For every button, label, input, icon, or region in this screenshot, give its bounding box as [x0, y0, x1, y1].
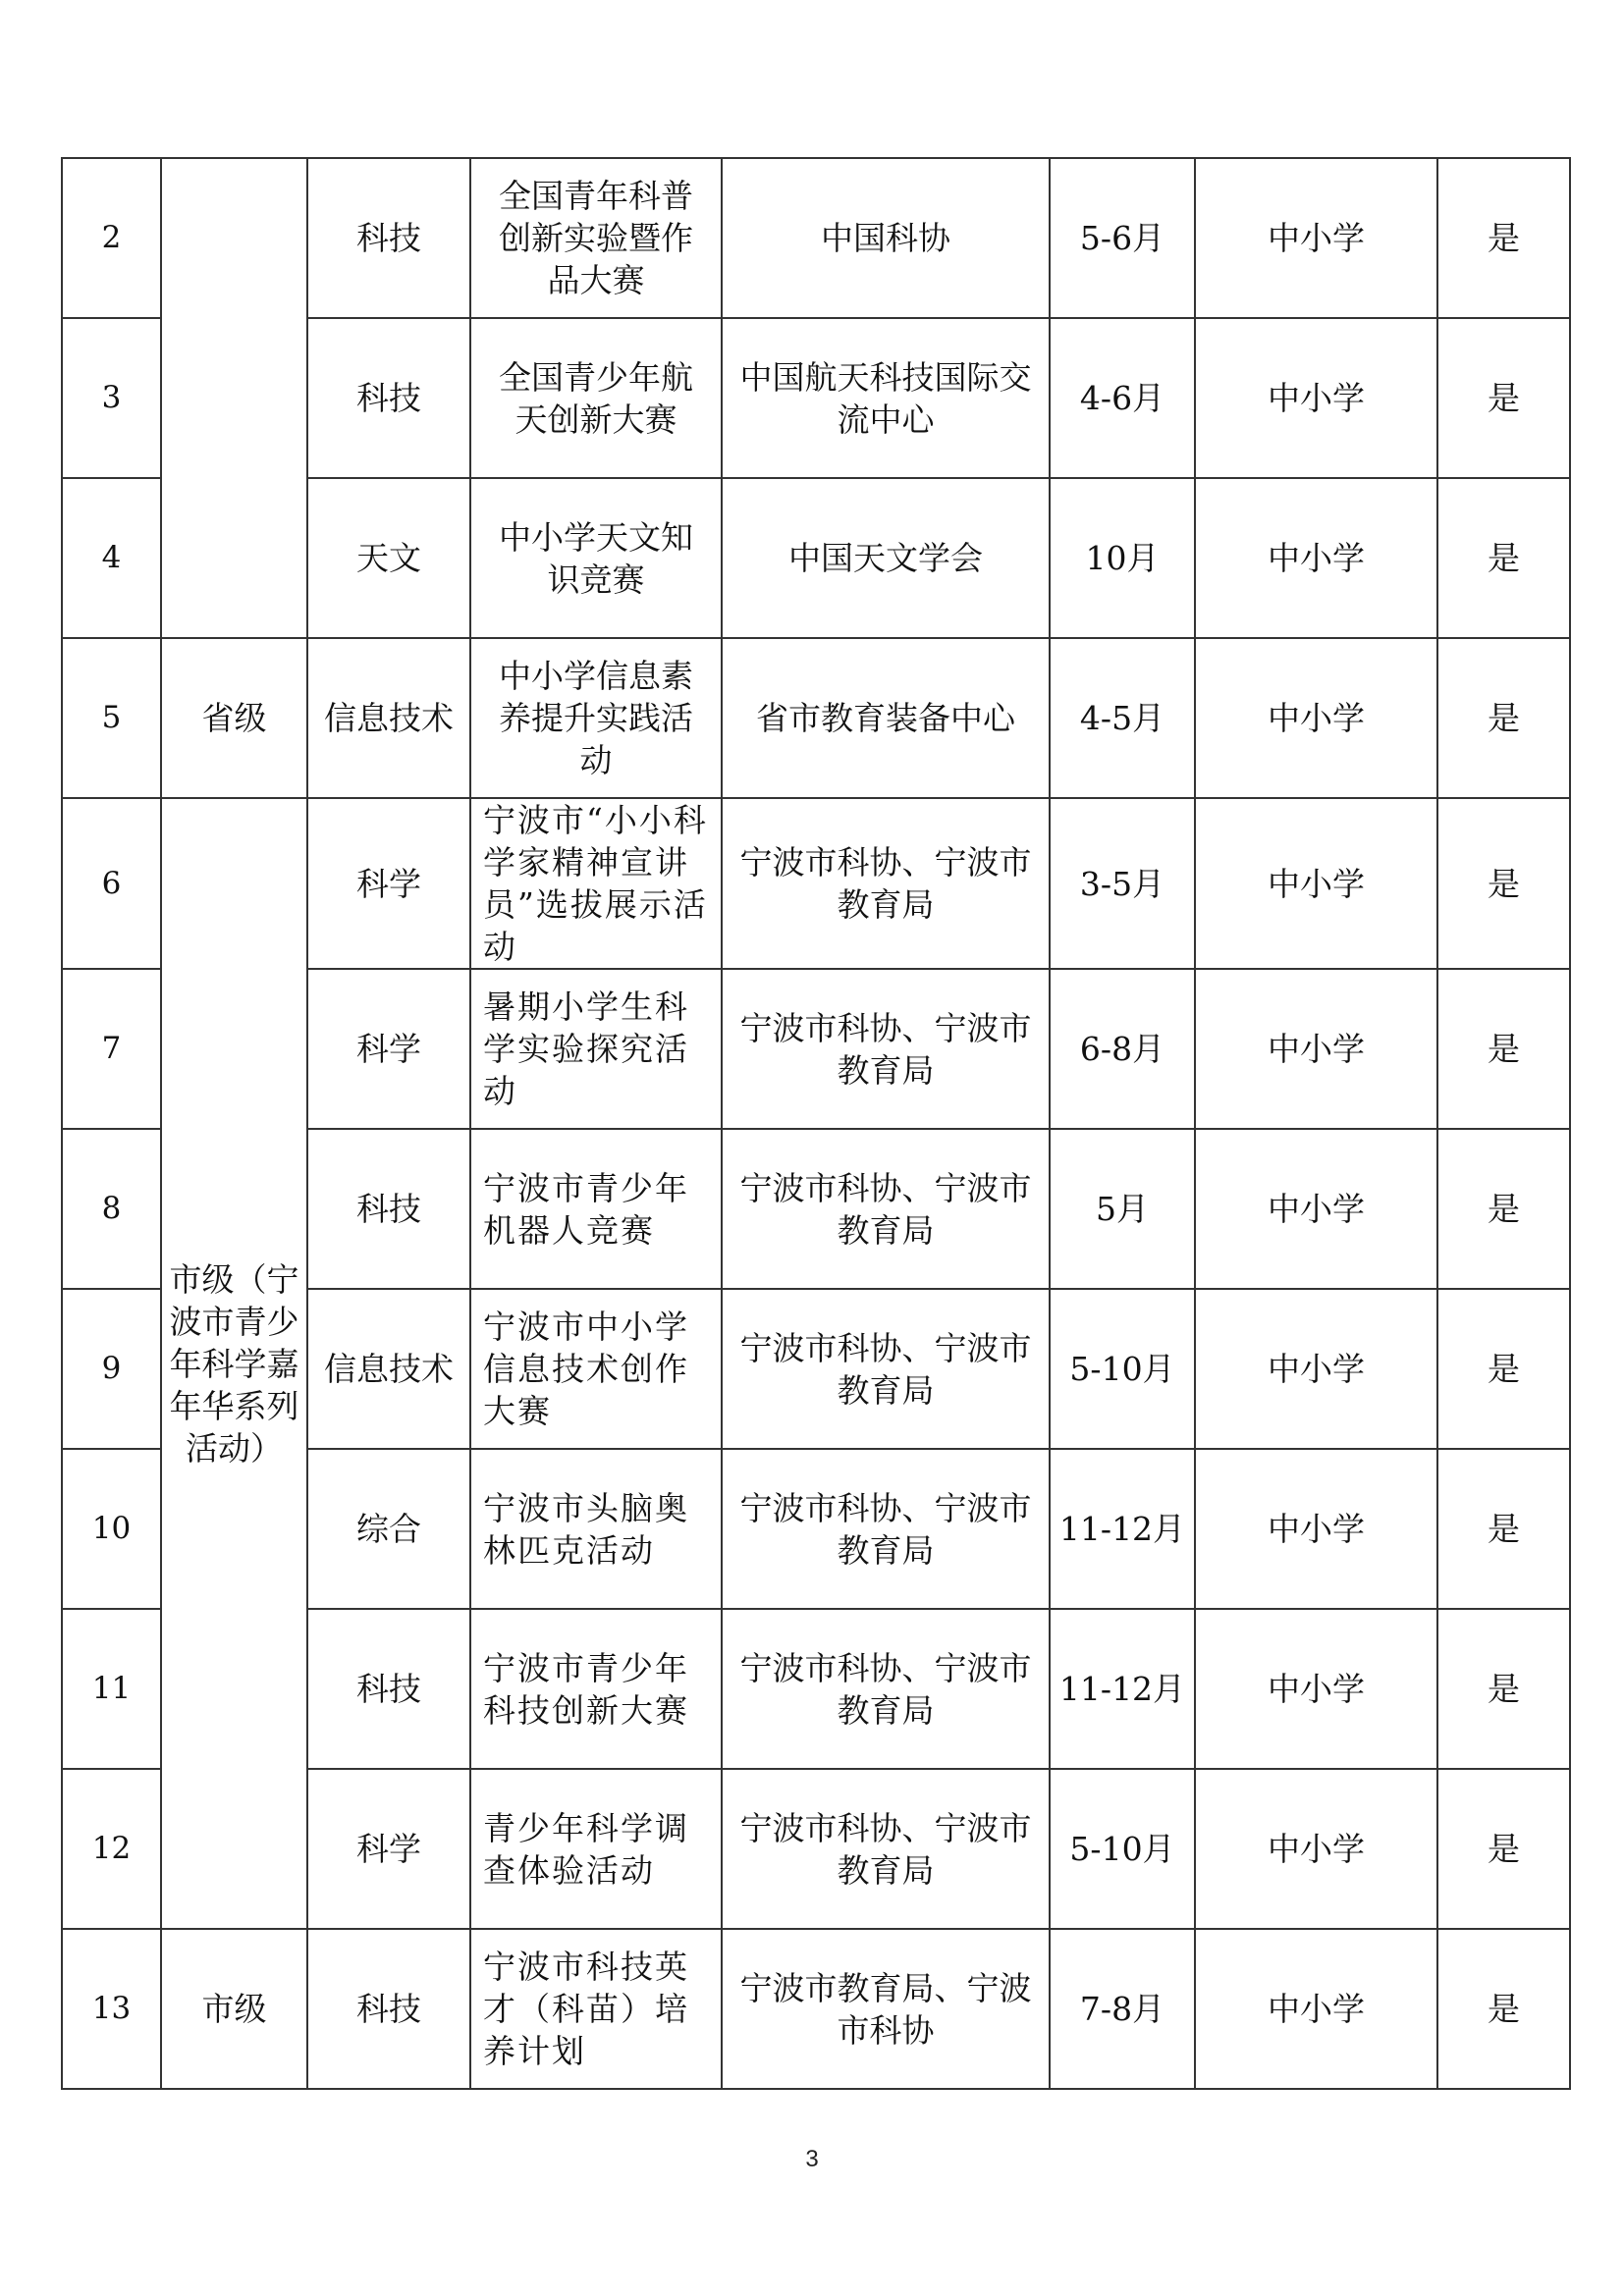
table-row — [62, 158, 1570, 318]
organizer-cell: 中国航天科技国际交流中心 — [722, 318, 1050, 478]
organizer-cell: 宁波市科协、宁波市教育局 — [722, 1769, 1050, 1929]
level-cell: 市级 — [161, 1929, 307, 2089]
row-number: 12 — [62, 1769, 161, 1929]
organizer-cell: 中国科协 — [722, 158, 1050, 318]
organizer-cell: 中国天文学会 — [722, 478, 1050, 638]
flag-cell: 是 — [1437, 1769, 1570, 1929]
organizer-cell: 宁波市科协、宁波市教育局 — [722, 1129, 1050, 1289]
category-cell: 综合 — [307, 1449, 470, 1609]
activity-name: 宁波市“小小科学家精神宣讲员”选拔展示活动 — [470, 798, 722, 969]
category-cell: 信息技术 — [307, 1289, 470, 1449]
flag-cell: 是 — [1437, 969, 1570, 1129]
row-number: 6 — [62, 798, 161, 969]
flag-cell: 是 — [1437, 798, 1570, 969]
organizer-cell: 省市教育装备中心 — [722, 638, 1050, 798]
category-cell: 信息技术 — [307, 638, 470, 798]
target-cell: 中小学 — [1195, 1449, 1437, 1609]
time-cell: 11-12月 — [1050, 1449, 1195, 1609]
category-cell: 科技 — [307, 1609, 470, 1769]
time-cell: 5-10月 — [1050, 1289, 1195, 1449]
activity-name: 宁波市头脑奥林匹克活动 — [470, 1449, 722, 1609]
row-number: 7 — [62, 969, 161, 1129]
time-cell: 3-5月 — [1050, 798, 1195, 969]
row-number: 10 — [62, 1449, 161, 1609]
flag-cell: 是 — [1437, 158, 1570, 318]
activity-name: 暑期小学生科学实验探究活动 — [470, 969, 722, 1129]
time-cell: 5-10月 — [1050, 1769, 1195, 1929]
activity-schedule-table — [61, 157, 1571, 2090]
table-row — [62, 1929, 1570, 2089]
target-cell: 中小学 — [1195, 969, 1437, 1129]
category-cell: 科学 — [307, 969, 470, 1129]
flag-cell: 是 — [1437, 638, 1570, 798]
target-cell: 中小学 — [1195, 318, 1437, 478]
target-cell: 中小学 — [1195, 1609, 1437, 1769]
category-cell: 科学 — [307, 798, 470, 969]
target-cell: 中小学 — [1195, 638, 1437, 798]
target-cell: 中小学 — [1195, 1289, 1437, 1449]
time-cell: 5月 — [1050, 1129, 1195, 1289]
target-cell: 中小学 — [1195, 158, 1437, 318]
category-cell: 科技 — [307, 1129, 470, 1289]
row-number: 4 — [62, 478, 161, 638]
organizer-cell: 宁波市科协、宁波市教育局 — [722, 798, 1050, 969]
target-cell: 中小学 — [1195, 1769, 1437, 1929]
category-cell: 科技 — [307, 318, 470, 478]
flag-cell: 是 — [1437, 478, 1570, 638]
row-number: 3 — [62, 318, 161, 478]
activity-name: 中小学天文知识竞赛 — [470, 478, 722, 638]
organizer-cell: 宁波市科协、宁波市教育局 — [722, 1449, 1050, 1609]
organizer-cell: 宁波市教育局、宁波市科协 — [722, 1929, 1050, 2089]
target-cell: 中小学 — [1195, 1929, 1437, 2089]
activity-name: 全国青少年航天创新大赛 — [470, 318, 722, 478]
category-cell: 科技 — [307, 1929, 470, 2089]
flag-cell: 是 — [1437, 1449, 1570, 1609]
organizer-cell: 宁波市科协、宁波市教育局 — [722, 969, 1050, 1129]
table-row — [62, 798, 1570, 969]
row-number: 8 — [62, 1129, 161, 1289]
time-cell: 10月 — [1050, 478, 1195, 638]
target-cell: 中小学 — [1195, 798, 1437, 969]
activity-name: 青少年科学调查体验活动 — [470, 1769, 722, 1929]
time-cell: 5-6月 — [1050, 158, 1195, 318]
flag-cell: 是 — [1437, 1129, 1570, 1289]
activity-name: 宁波市青少年机器人竞赛 — [470, 1129, 722, 1289]
flag-cell: 是 — [1437, 318, 1570, 478]
organizer-cell: 宁波市科协、宁波市教育局 — [722, 1289, 1050, 1449]
activity-name: 中小学信息素养提升实践活动 — [470, 638, 722, 798]
activity-name: 宁波市科技英才（科苗）培养计划 — [470, 1929, 722, 2089]
level-cell — [161, 158, 307, 638]
category-cell: 科学 — [307, 1769, 470, 1929]
time-cell: 4-6月 — [1050, 318, 1195, 478]
activity-name: 宁波市中小学信息技术创作大赛 — [470, 1289, 722, 1449]
time-cell: 4-5月 — [1050, 638, 1195, 798]
level-cell: 省级 — [161, 638, 307, 798]
time-cell: 7-8月 — [1050, 1929, 1195, 2089]
row-number: 13 — [62, 1929, 161, 2089]
category-cell: 天文 — [307, 478, 470, 638]
row-number: 9 — [62, 1289, 161, 1449]
flag-cell: 是 — [1437, 1289, 1570, 1449]
row-number: 5 — [62, 638, 161, 798]
target-cell: 中小学 — [1195, 478, 1437, 638]
activity-name: 全国青年科普创新实验暨作品大赛 — [470, 158, 722, 318]
flag-cell: 是 — [1437, 1609, 1570, 1769]
target-cell: 中小学 — [1195, 1129, 1437, 1289]
level-cell: 市级（宁波市青少年科学嘉年华系列活动） — [161, 798, 307, 1929]
flag-cell: 是 — [1437, 1929, 1570, 2089]
organizer-cell: 宁波市科协、宁波市教育局 — [722, 1609, 1050, 1769]
time-cell: 6-8月 — [1050, 969, 1195, 1129]
category-cell: 科技 — [307, 158, 470, 318]
row-number: 2 — [62, 158, 161, 318]
activity-name: 宁波市青少年科技创新大赛 — [470, 1609, 722, 1769]
time-cell: 11-12月 — [1050, 1609, 1195, 1769]
row-number: 11 — [62, 1609, 161, 1769]
page-number: 3 — [805, 2146, 819, 2172]
table-row — [62, 638, 1570, 798]
